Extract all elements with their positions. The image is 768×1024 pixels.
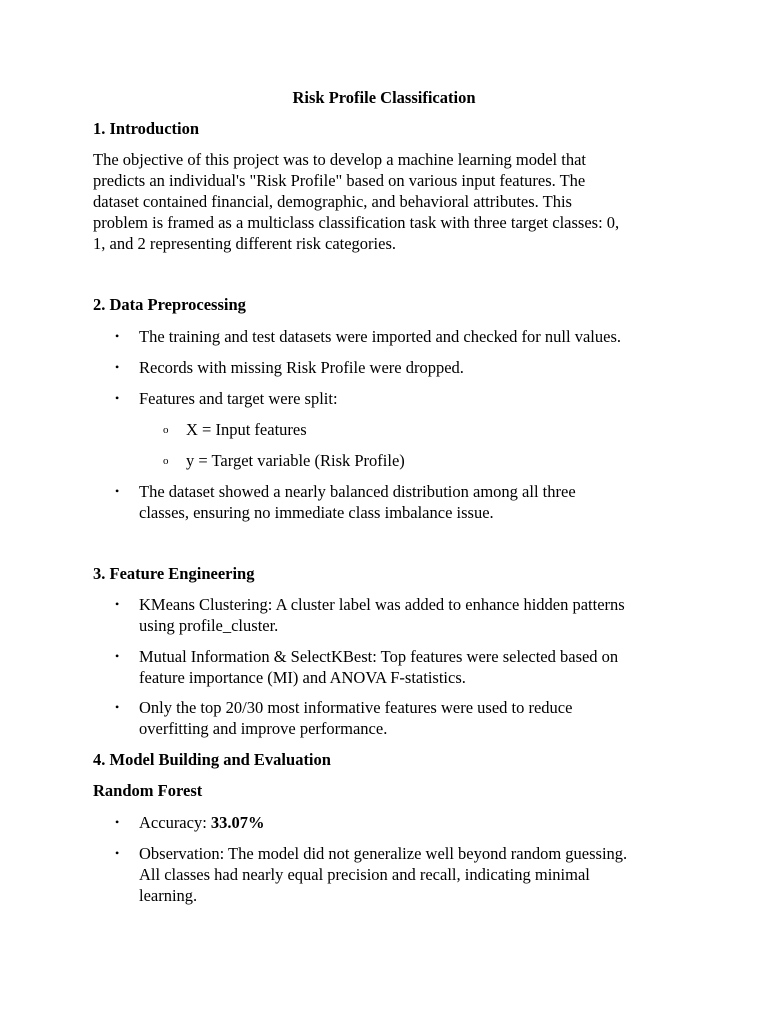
paragraph-line: dataset contained financial, demographic, and behavioral attributes. This — [93, 192, 572, 211]
bullet-icon: • — [115, 484, 120, 498]
document-title: Risk Profile Classification — [292, 88, 476, 107]
accuracy-label: Accuracy: — [139, 813, 211, 832]
paragraph-line: The objective of this project was to develop a machine learning model that — [93, 150, 587, 169]
list-item-text: classes, ensuring no immediate class imbalance issue. — [139, 503, 494, 522]
list-item-text: using profile_cluster. — [139, 616, 279, 635]
list-item-text: learning. — [139, 886, 198, 905]
list-item-text: All classes had nearly equal precision and recall, indicating minimal — [139, 865, 590, 884]
bullet-icon: • — [115, 846, 120, 860]
section-heading-introduction: 1. Introduction — [93, 119, 200, 138]
sub-bullet-icon: o — [163, 455, 169, 467]
subheading-random-forest: Random Forest — [93, 781, 203, 800]
sub-list-item-text: X = Input features — [186, 420, 307, 439]
accuracy-value: 33.07% — [210, 813, 265, 832]
list-item-text: Only the top 20/30 most informative features were used to reduce — [139, 698, 573, 717]
section-heading-model-building: 4. Model Building and Evaluation — [93, 750, 331, 769]
list-item-text: KMeans Clustering: A cluster label was added to enhance hidden patterns — [139, 595, 625, 614]
list-item-text: The training and test datasets were imported and checked for null values. — [139, 327, 621, 346]
bullet-icon: • — [115, 700, 120, 714]
list-item-text: overfitting and improve performance. — [139, 719, 388, 738]
paragraph-line: predicts an individual's "Risk Profile" based on various input features. The — [93, 171, 586, 190]
bullet-icon: • — [115, 815, 120, 829]
bullet-icon: • — [115, 649, 120, 663]
introduction-paragraph — [93, 149, 683, 254]
bullet-icon: • — [115, 329, 120, 343]
sub-list-item-text: y = Target variable (Risk Profile) — [186, 451, 405, 470]
list-item-text: Features and target were split: — [139, 389, 338, 408]
list-item-text: Observation: The model did not generalize well beyond random guessing. — [139, 844, 628, 863]
list-item-text: Records with missing Risk Profile were dropped. — [139, 358, 464, 377]
list-item-text: The dataset showed a nearly balanced distribution among all three — [139, 482, 576, 501]
sub-bullet-icon: o — [163, 424, 169, 436]
section-heading-feature-engineering: 3. Feature Engineering — [93, 564, 255, 583]
paragraph-line: 1, and 2 representing different risk categories. — [93, 234, 397, 253]
bullet-icon: • — [115, 597, 120, 611]
list-item-text: feature importance (MI) and ANOVA F-statistics. — [139, 668, 466, 687]
bullet-icon: • — [115, 360, 120, 374]
section-heading-data-preprocessing: 2. Data Preprocessing — [93, 295, 246, 314]
paragraph-line: problem is framed as a multiclass classification task with three target classes: 0, — [93, 213, 620, 232]
list-item-text: Mutual Information & SelectKBest: Top features were selected based on — [139, 647, 619, 666]
bullet-icon: • — [115, 391, 120, 405]
